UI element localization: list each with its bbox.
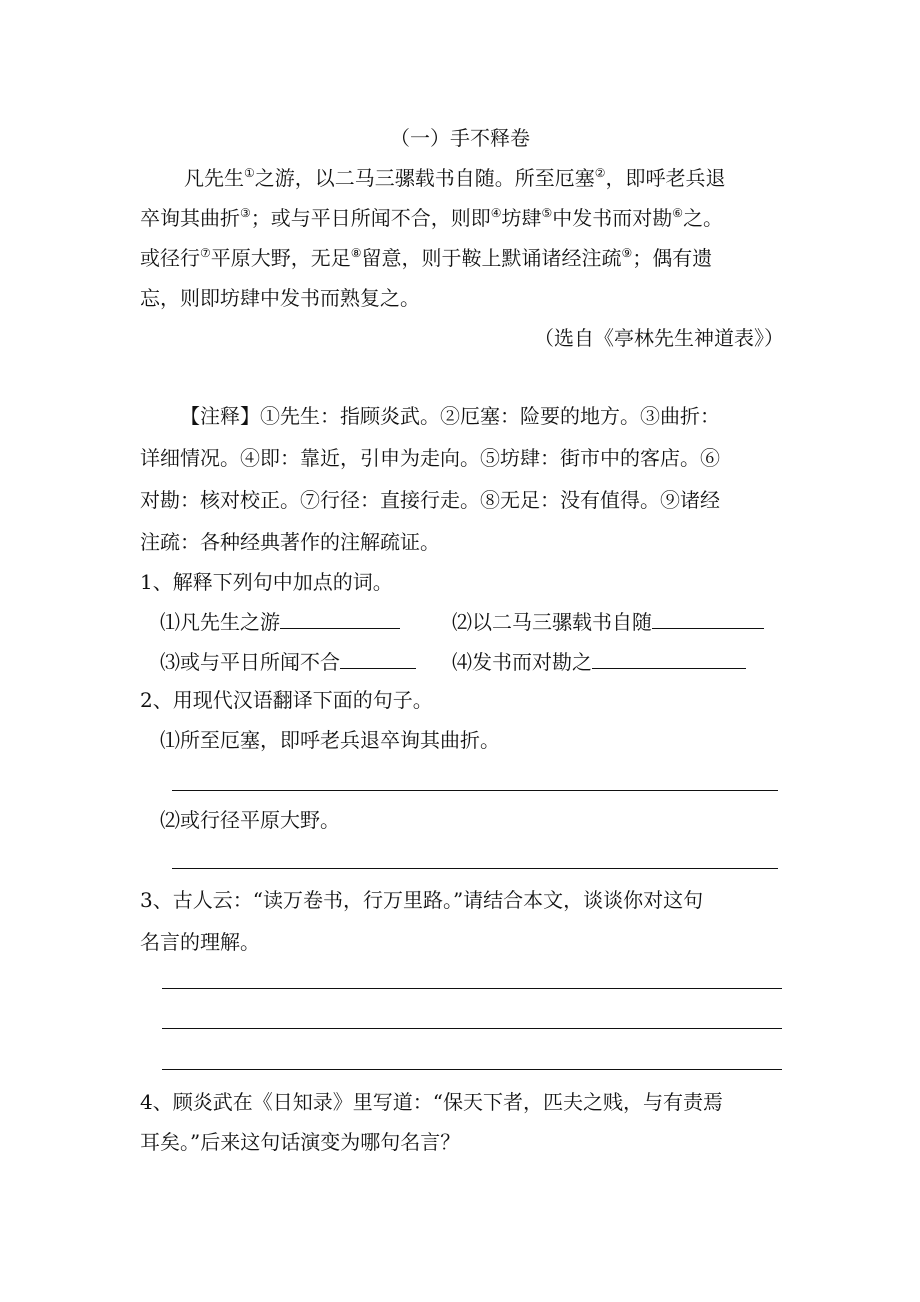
passage-line-4: 忘，则即坊肆中发书而熟复之。 bbox=[140, 286, 420, 310]
note-ref-1: ① bbox=[244, 166, 255, 180]
question-2-stem: 2、用现代汉语翻译下面的句子。 bbox=[140, 688, 433, 712]
note-ref-6: ⑥ bbox=[672, 206, 684, 220]
notes-line-4: 注疏：各种经典著作的注解疏证。 bbox=[140, 530, 440, 554]
answer-blank[interactable] bbox=[652, 610, 764, 629]
question-1-item-3: ⑶或与平日所闻不合 bbox=[160, 648, 416, 676]
question-4-line-2: 耳矣。”后来这句话演变为哪句名言？ bbox=[140, 1130, 461, 1154]
answer-line[interactable] bbox=[162, 988, 782, 989]
answer-line[interactable] bbox=[162, 1069, 782, 1070]
note-ref-7: ⑦ bbox=[200, 246, 211, 260]
question-4-line-1: 4、顾炎武在《日知录》里写道：“保天下者，匹夫之贱，与有责焉 bbox=[140, 1090, 723, 1114]
question-1-item-4: ⑷发书而对勘之 bbox=[452, 648, 746, 676]
question-1-stem: 1、解释下列句中加点的词。 bbox=[140, 570, 393, 594]
answer-line[interactable] bbox=[172, 868, 778, 869]
answer-line[interactable] bbox=[162, 1028, 782, 1029]
note-ref-4: ④ bbox=[490, 206, 502, 220]
notes-line-3: 对勘：核对校正。⑦行径：直接行走。⑧无足：没有值得。⑨诸经 bbox=[140, 488, 720, 512]
passage-line-2: 卒询其曲折③；或与平日所闻不合，则即④坊肆⑤中发书而对勘⑥之。 bbox=[140, 206, 724, 230]
note-ref-9: ⑨ bbox=[621, 246, 633, 260]
note-ref-2: ② bbox=[594, 166, 606, 180]
passage-title: （一）手不释卷 bbox=[390, 126, 530, 150]
answer-blank[interactable] bbox=[592, 650, 746, 669]
question-3-line-1: 3、古人云：“读万卷书，行万里路。”请结合本文，谈谈你对这句 bbox=[140, 888, 704, 912]
passage-line-1: 凡先生①之游，以二马三骡载书自随。所至厄塞②，即呼老兵退 bbox=[184, 166, 726, 190]
passage-source: （选自《亭林先生神道表》） bbox=[534, 326, 784, 350]
passage-line-3: 或径行⑦平原大野，无足⑧留意，则于鞍上默诵诸经注疏⑨；偶有遗 bbox=[140, 246, 713, 270]
answer-blank[interactable] bbox=[280, 610, 400, 629]
notes-line-1: 【注释】①先生：指顾炎武。②厄塞：险要的地方。③曲折： bbox=[180, 404, 720, 428]
answer-line[interactable] bbox=[172, 790, 778, 791]
question-2-item-2: ⑵或行径平原大野。 bbox=[160, 808, 340, 832]
note-ref-5: ⑤ bbox=[541, 206, 553, 220]
notes-line-2: 详细情况。④即：靠近，引申为走向。⑤坊肆：街市中的客店。⑥ bbox=[140, 446, 720, 470]
question-1-item-1: ⑴凡先生之游 bbox=[160, 608, 400, 636]
question-2-item-1: ⑴所至厄塞，即呼老兵退卒询其曲折。 bbox=[160, 728, 500, 752]
note-ref-8: ⑧ bbox=[350, 246, 362, 260]
note-ref-3: ③ bbox=[240, 206, 251, 220]
question-1-item-2: ⑵以二马三骡载书自随 bbox=[452, 608, 764, 636]
answer-blank[interactable] bbox=[340, 650, 416, 669]
question-3-line-2: 名言的理解。 bbox=[140, 930, 260, 954]
